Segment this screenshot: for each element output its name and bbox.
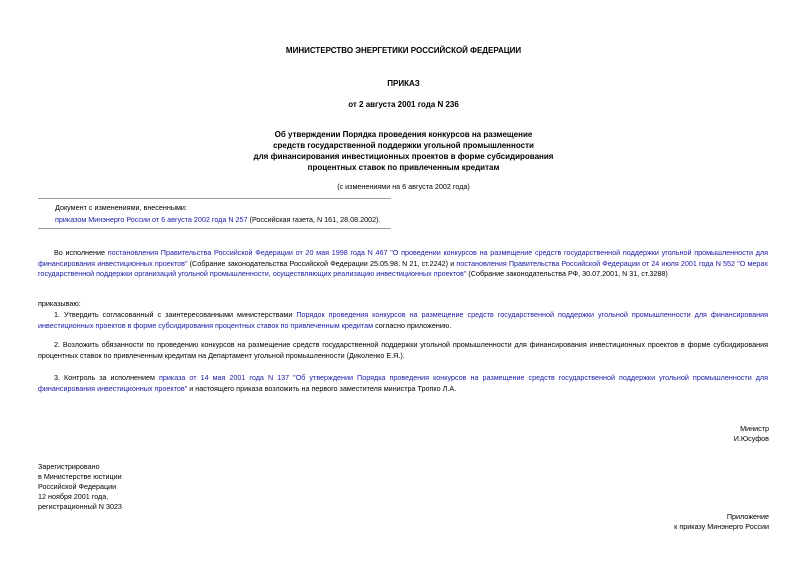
item-text: 3. Контроль за исполнением [54,373,159,382]
amending-order-link[interactable]: приказом Минэнерго России от 6 августа 2002 года N 257 [55,215,248,224]
signature-block [569,424,769,444]
item-text: и настоящего приказа возложить на первого заместителя министра Тропко Л.А. [187,383,457,393]
ministry-name: МИНИСТЕРСТВО ЭНЕРГЕТИКИ РОССИЙСКОЙ ФЕДЕРАЦИИ [285,46,522,55]
rule-bottom [38,228,391,229]
title-line: средств государственной поддержки угольной промышленности [273,141,534,150]
doc-title [0,129,807,173]
preamble-paragraph [38,248,768,280]
appendix-ref: к приказу Минэнерго России [674,522,769,531]
rule-top [38,198,391,199]
changes-box [55,203,415,225]
registration-line: Российской Федерации [38,482,117,491]
item-text: согласно приложению. [373,320,452,330]
registration-block [38,462,238,512]
changes-source [55,215,415,225]
item-3 [38,373,768,394]
title-line: Об утверждении Порядка проведения конкурсов на размещение [274,130,533,139]
preamble-text: (Собрание законодательства Российской Федерации 25.05.98, N 21, ст.2242) и [187,258,457,268]
doc-date: от 2 августа 2001 года N 236 [348,100,459,109]
procedure-link[interactable]: Порядок проведения конкурсов на размещение средств государственной поддержки угольной промышленности для финансирования инвестиционных проектов в форме субсидирования процентных ставок по привлеченным кредитам [38,310,768,330]
changes-intro: Документ с изменениями, внесенными: [55,203,187,212]
item-text: 1. Утвердить согласованный с заинтересованными министерствами [54,310,297,319]
item-1 [38,310,768,331]
order-137-link[interactable]: приказа от 14 мая 2001 года N 137 "Об утверждении Порядка проведения конкурсов на размещение средств государственной поддержки угольной промышленности для финансирования инвестиционных проектов" [38,373,769,393]
item-2: 2. Возложить обязанности по проведению конкурсов на размещение средств государственной поддержки угольной промышленности для финансирования инвестиционных проектов в форме субсидирования процентных ставок по привлеченным кредитам на Департамент угольной промышленности (Диколенко Е.Я.). [38,340,768,360]
decree-552-link[interactable]: постановления Правительства Российской Федерации от 24 июля 2001 года N 552 "О мерах государственной поддержки организаций угольной промышленности, осуществляющих реализацию инвестиционных проектов" [38,258,768,278]
appendix-block [519,512,769,532]
registration-line: Зарегистрировано [38,462,100,471]
registration-line: в Министерстве юстиции [38,472,122,481]
signer-name: И.Юсуфов [733,434,769,443]
title-line: для финансирования инвестиционных проектов в форме субсидирования [253,152,554,161]
order-word: приказываю: [38,299,81,308]
changes-source-rest: (Российская газета, N 161, 28.08.2002). [247,215,381,224]
signer-position: Министр [740,424,769,433]
title-line: процентных ставок по привлеченным кредитам [307,163,500,172]
registration-line: 12 ноября 2001 года, [38,492,109,501]
preamble-text: Во исполнение [54,248,108,257]
preamble-text: (Собрание законодательства РФ, 30.07.2001, N 31, ст.3288) [466,269,668,278]
amendment-note: (с изменениями на 6 августа 2002 года) [337,182,470,191]
decree-467-link[interactable]: постановления Правительства Российской Федерации от 20 мая 1998 года N 467 "О проведении конкурсов на размещение средств государственной поддержки угольной промышленности для финансирования инвестиционных проектов" [38,248,768,268]
registration-line: регистрационный N 3023 [38,502,122,511]
doc-type: ПРИКАЗ [387,79,420,88]
appendix-label: Приложение [726,512,769,521]
